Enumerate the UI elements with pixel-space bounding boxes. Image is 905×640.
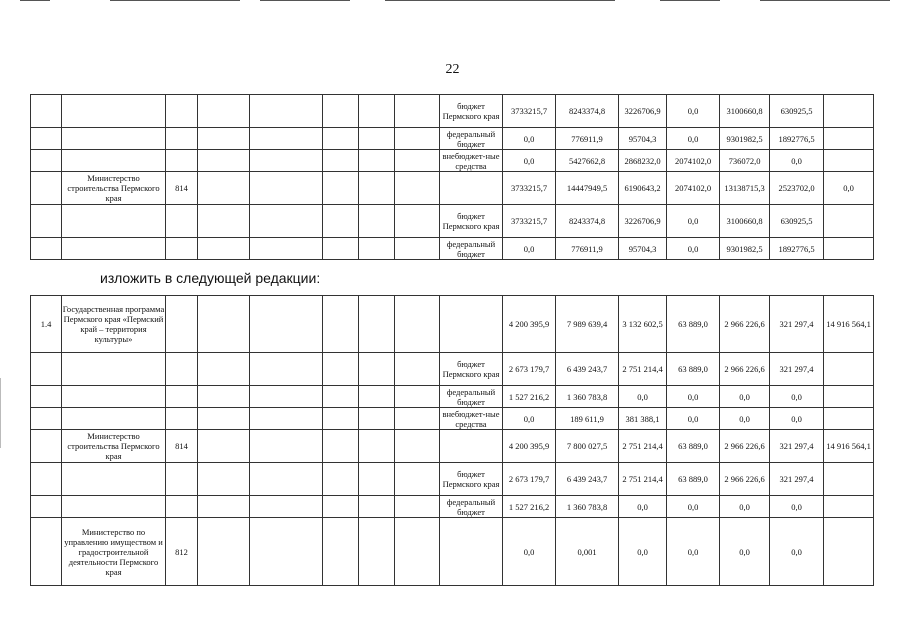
empty-cell xyxy=(359,496,395,518)
value-cell xyxy=(824,408,874,430)
value-cell: 1892776,5 xyxy=(770,128,824,150)
table-row xyxy=(31,95,874,128)
empty-cell xyxy=(359,353,395,386)
value-cell: 189 611,9 xyxy=(556,408,619,430)
value-cell: 6 439 243,7 xyxy=(556,463,619,496)
value-cell: 321 297,4 xyxy=(770,353,824,386)
empty-cell xyxy=(395,408,440,430)
row-number-cell xyxy=(31,205,62,238)
table-row xyxy=(31,408,874,430)
empty-cell xyxy=(395,205,440,238)
empty-cell xyxy=(323,238,359,260)
row-number-cell xyxy=(31,408,62,430)
empty-cell xyxy=(198,296,250,353)
table-row xyxy=(31,496,874,518)
value-cell: 2 966 226,6 xyxy=(720,296,770,353)
value-cell: 0,0 xyxy=(667,386,720,408)
empty-cell xyxy=(250,463,323,496)
value-cell: 6190643,2 xyxy=(619,172,667,205)
value-cell: 2 751 214,4 xyxy=(619,430,667,463)
funding-source-cell: внебюджет-ные средства xyxy=(440,408,503,430)
table-row xyxy=(31,128,874,150)
empty-cell xyxy=(359,128,395,150)
empty-cell xyxy=(359,430,395,463)
value-cell: 5427662,8 xyxy=(556,150,619,172)
value-cell: 2074102,0 xyxy=(667,172,720,205)
value-cell: 2 751 214,4 xyxy=(619,463,667,496)
table-row xyxy=(31,205,874,238)
program-name-cell xyxy=(62,205,166,238)
value-cell: 321 297,4 xyxy=(770,296,824,353)
value-cell: 2 751 214,4 xyxy=(619,353,667,386)
value-cell: 14447949,5 xyxy=(556,172,619,205)
empty-cell xyxy=(250,353,323,386)
program-name-cell xyxy=(62,463,166,496)
empty-cell xyxy=(250,150,323,172)
value-cell: 0,0 xyxy=(720,408,770,430)
empty-cell xyxy=(395,386,440,408)
empty-cell xyxy=(198,386,250,408)
value-cell: 0,0 xyxy=(503,150,556,172)
empty-cell xyxy=(323,95,359,128)
code-cell xyxy=(166,386,198,408)
program-name-cell: Министерство по управлению имуществом и градостроительной деятельности Пермского края xyxy=(62,518,166,586)
funding-source-cell: федеральный бюджет xyxy=(440,128,503,150)
code-cell xyxy=(166,296,198,353)
program-name-cell xyxy=(62,128,166,150)
empty-cell xyxy=(198,172,250,205)
row-number-cell xyxy=(31,172,62,205)
value-cell: 3733215,7 xyxy=(503,172,556,205)
value-cell: 321 297,4 xyxy=(770,463,824,496)
empty-cell xyxy=(198,150,250,172)
value-cell: 63 889,0 xyxy=(667,430,720,463)
scan-edge-mark xyxy=(0,378,1,448)
empty-cell xyxy=(323,172,359,205)
value-cell: 630925,5 xyxy=(770,205,824,238)
value-cell: 1 360 783,8 xyxy=(556,496,619,518)
empty-cell xyxy=(359,172,395,205)
value-cell: 7 989 639,4 xyxy=(556,296,619,353)
funding-source-cell: федеральный бюджет xyxy=(440,496,503,518)
value-cell xyxy=(824,205,874,238)
empty-cell xyxy=(198,463,250,496)
program-name-cell xyxy=(62,238,166,260)
empty-cell xyxy=(250,95,323,128)
program-name-cell: Государственная программа Пермского края «Пермский край – территория культуры» xyxy=(62,296,166,353)
value-cell: 6 439 243,7 xyxy=(556,353,619,386)
table-row xyxy=(31,238,874,260)
value-cell xyxy=(824,386,874,408)
page-number: 22 xyxy=(445,62,460,77)
funding-source-cell xyxy=(440,172,503,205)
table-row xyxy=(31,386,874,408)
value-cell: 0,0 xyxy=(619,386,667,408)
table-row xyxy=(31,150,874,172)
empty-cell xyxy=(359,386,395,408)
funding-source-cell: бюджет Пермского края xyxy=(440,353,503,386)
empty-cell xyxy=(359,205,395,238)
value-cell: 95704,3 xyxy=(619,128,667,150)
value-cell xyxy=(824,518,874,586)
value-cell: 8243374,8 xyxy=(556,205,619,238)
value-cell: 0,0 xyxy=(824,172,874,205)
value-cell xyxy=(824,150,874,172)
code-cell: 812 xyxy=(166,518,198,586)
row-number-cell xyxy=(31,463,62,496)
table-row xyxy=(31,296,874,353)
value-cell: 9301982,5 xyxy=(720,128,770,150)
value-cell: 4 200 395,9 xyxy=(503,430,556,463)
empty-cell xyxy=(198,496,250,518)
funding-source-cell xyxy=(440,430,503,463)
empty-cell xyxy=(359,238,395,260)
value-cell: 2 966 226,6 xyxy=(720,463,770,496)
empty-cell xyxy=(395,518,440,586)
row-number-cell xyxy=(31,353,62,386)
funding-source-cell xyxy=(440,296,503,353)
value-cell: 3100660,8 xyxy=(720,95,770,128)
empty-cell xyxy=(359,408,395,430)
value-cell: 0,0 xyxy=(619,496,667,518)
value-cell: 14 916 564,1 xyxy=(824,296,874,353)
value-cell xyxy=(824,496,874,518)
empty-cell xyxy=(198,353,250,386)
empty-cell xyxy=(323,496,359,518)
value-cell: 13138715,3 xyxy=(720,172,770,205)
funding-source-cell: бюджет Пермского края xyxy=(440,95,503,128)
value-cell: 2868232,0 xyxy=(619,150,667,172)
value-cell: 0,001 xyxy=(556,518,619,586)
row-number-cell xyxy=(31,518,62,586)
funding-source-cell: бюджет Пермского края xyxy=(440,463,503,496)
value-cell: 381 388,1 xyxy=(619,408,667,430)
empty-cell xyxy=(395,353,440,386)
empty-cell xyxy=(250,430,323,463)
empty-cell xyxy=(395,172,440,205)
empty-cell xyxy=(395,463,440,496)
empty-cell xyxy=(323,463,359,496)
empty-cell xyxy=(198,518,250,586)
top-table xyxy=(30,94,874,260)
value-cell: 0,0 xyxy=(770,150,824,172)
funding-source-cell: федеральный бюджет xyxy=(440,238,503,260)
code-cell xyxy=(166,353,198,386)
value-cell: 1892776,5 xyxy=(770,238,824,260)
value-cell: 0,0 xyxy=(667,408,720,430)
value-cell xyxy=(824,95,874,128)
value-cell: 3100660,8 xyxy=(720,205,770,238)
empty-cell xyxy=(198,408,250,430)
code-cell: 814 xyxy=(166,430,198,463)
empty-cell xyxy=(250,496,323,518)
value-cell: 0,0 xyxy=(503,408,556,430)
program-name-cell xyxy=(62,408,166,430)
value-cell xyxy=(824,353,874,386)
empty-cell xyxy=(250,172,323,205)
value-cell: 2074102,0 xyxy=(667,150,720,172)
empty-cell xyxy=(323,353,359,386)
empty-cell xyxy=(198,95,250,128)
value-cell: 63 889,0 xyxy=(667,296,720,353)
value-cell: 1 527 216,2 xyxy=(503,386,556,408)
code-cell xyxy=(166,496,198,518)
empty-cell xyxy=(395,296,440,353)
value-cell: 630925,5 xyxy=(770,95,824,128)
value-cell xyxy=(824,238,874,260)
empty-cell xyxy=(323,128,359,150)
empty-cell xyxy=(395,430,440,463)
value-cell: 7 800 027,5 xyxy=(556,430,619,463)
value-cell: 3733215,7 xyxy=(503,95,556,128)
code-cell xyxy=(166,150,198,172)
value-cell: 63 889,0 xyxy=(667,463,720,496)
code-cell xyxy=(166,238,198,260)
value-cell: 0,0 xyxy=(619,518,667,586)
empty-cell xyxy=(323,518,359,586)
empty-cell xyxy=(359,296,395,353)
value-cell: 0,0 xyxy=(770,496,824,518)
empty-cell xyxy=(323,205,359,238)
table-row xyxy=(31,518,874,586)
value-cell: 2 966 226,6 xyxy=(720,353,770,386)
table-row xyxy=(31,430,874,463)
row-number-cell xyxy=(31,150,62,172)
empty-cell xyxy=(250,296,323,353)
value-cell: 3226706,9 xyxy=(619,95,667,128)
empty-cell xyxy=(250,205,323,238)
value-cell: 0,0 xyxy=(667,496,720,518)
row-number-cell xyxy=(31,95,62,128)
row-number-cell xyxy=(31,238,62,260)
value-cell: 2523702,0 xyxy=(770,172,824,205)
value-cell: 95704,3 xyxy=(619,238,667,260)
empty-cell xyxy=(198,205,250,238)
row-number-cell: 1.4 xyxy=(31,296,62,353)
code-cell xyxy=(166,95,198,128)
empty-cell xyxy=(359,95,395,128)
code-cell xyxy=(166,205,198,238)
value-cell: 0,0 xyxy=(667,205,720,238)
empty-cell xyxy=(250,128,323,150)
value-cell: 9301982,5 xyxy=(720,238,770,260)
funding-source-cell: бюджет Пермского края xyxy=(440,205,503,238)
empty-cell xyxy=(359,463,395,496)
empty-cell xyxy=(250,238,323,260)
value-cell: 0,0 xyxy=(770,518,824,586)
value-cell: 14 916 564,1 xyxy=(824,430,874,463)
bottom-table xyxy=(30,295,874,586)
value-cell: 2 673 179,7 xyxy=(503,463,556,496)
code-cell xyxy=(166,463,198,496)
value-cell: 0,0 xyxy=(720,386,770,408)
empty-cell xyxy=(198,238,250,260)
empty-cell xyxy=(395,95,440,128)
funding-source-cell: внебюджет-ные средства xyxy=(440,150,503,172)
row-number-cell xyxy=(31,496,62,518)
table-row xyxy=(31,172,874,205)
empty-cell xyxy=(395,150,440,172)
value-cell: 0,0 xyxy=(503,128,556,150)
row-number-cell xyxy=(31,430,62,463)
value-cell: 3733215,7 xyxy=(503,205,556,238)
table-row xyxy=(31,463,874,496)
program-name-cell xyxy=(62,95,166,128)
value-cell: 321 297,4 xyxy=(770,430,824,463)
value-cell xyxy=(824,128,874,150)
empty-cell xyxy=(250,518,323,586)
value-cell: 3226706,9 xyxy=(619,205,667,238)
value-cell: 0,0 xyxy=(720,496,770,518)
value-cell: 0,0 xyxy=(667,95,720,128)
empty-cell xyxy=(323,430,359,463)
value-cell: 1 360 783,8 xyxy=(556,386,619,408)
empty-cell xyxy=(323,296,359,353)
value-cell: 3 132 602,5 xyxy=(619,296,667,353)
instruction-text: изложить в следующей редакции: xyxy=(100,270,321,286)
value-cell: 8243374,8 xyxy=(556,95,619,128)
value-cell: 2 673 179,7 xyxy=(503,353,556,386)
value-cell: 4 200 395,9 xyxy=(503,296,556,353)
value-cell: 0,0 xyxy=(503,238,556,260)
program-name-cell xyxy=(62,353,166,386)
empty-cell xyxy=(395,238,440,260)
program-name-cell xyxy=(62,496,166,518)
value-cell: 0,0 xyxy=(770,386,824,408)
empty-cell xyxy=(250,386,323,408)
value-cell: 0,0 xyxy=(770,408,824,430)
program-name-cell: Министерство строительства Пермского края xyxy=(62,430,166,463)
empty-cell xyxy=(323,408,359,430)
value-cell: 736072,0 xyxy=(720,150,770,172)
empty-cell xyxy=(323,386,359,408)
value-cell: 0,0 xyxy=(503,518,556,586)
value-cell: 0,0 xyxy=(667,518,720,586)
row-number-cell xyxy=(31,128,62,150)
empty-cell xyxy=(395,496,440,518)
empty-cell xyxy=(359,518,395,586)
funding-source-cell: федеральный бюджет xyxy=(440,386,503,408)
value-cell: 1 527 216,2 xyxy=(503,496,556,518)
empty-cell xyxy=(198,128,250,150)
row-number-cell xyxy=(31,386,62,408)
table-row xyxy=(31,353,874,386)
program-name-cell xyxy=(62,150,166,172)
program-name-cell xyxy=(62,386,166,408)
code-cell: 814 xyxy=(166,172,198,205)
value-cell: 0,0 xyxy=(667,238,720,260)
code-cell xyxy=(166,128,198,150)
value-cell xyxy=(824,463,874,496)
program-name-cell: Министерство строительства Пермского края xyxy=(62,172,166,205)
empty-cell xyxy=(359,150,395,172)
value-cell: 776911,9 xyxy=(556,238,619,260)
value-cell: 0,0 xyxy=(667,128,720,150)
empty-cell xyxy=(250,408,323,430)
value-cell: 2 966 226,6 xyxy=(720,430,770,463)
empty-cell xyxy=(198,430,250,463)
funding-source-cell xyxy=(440,518,503,586)
empty-cell xyxy=(395,128,440,150)
code-cell xyxy=(166,408,198,430)
empty-cell xyxy=(323,150,359,172)
value-cell: 776911,9 xyxy=(556,128,619,150)
value-cell: 0,0 xyxy=(720,518,770,586)
value-cell: 63 889,0 xyxy=(667,353,720,386)
